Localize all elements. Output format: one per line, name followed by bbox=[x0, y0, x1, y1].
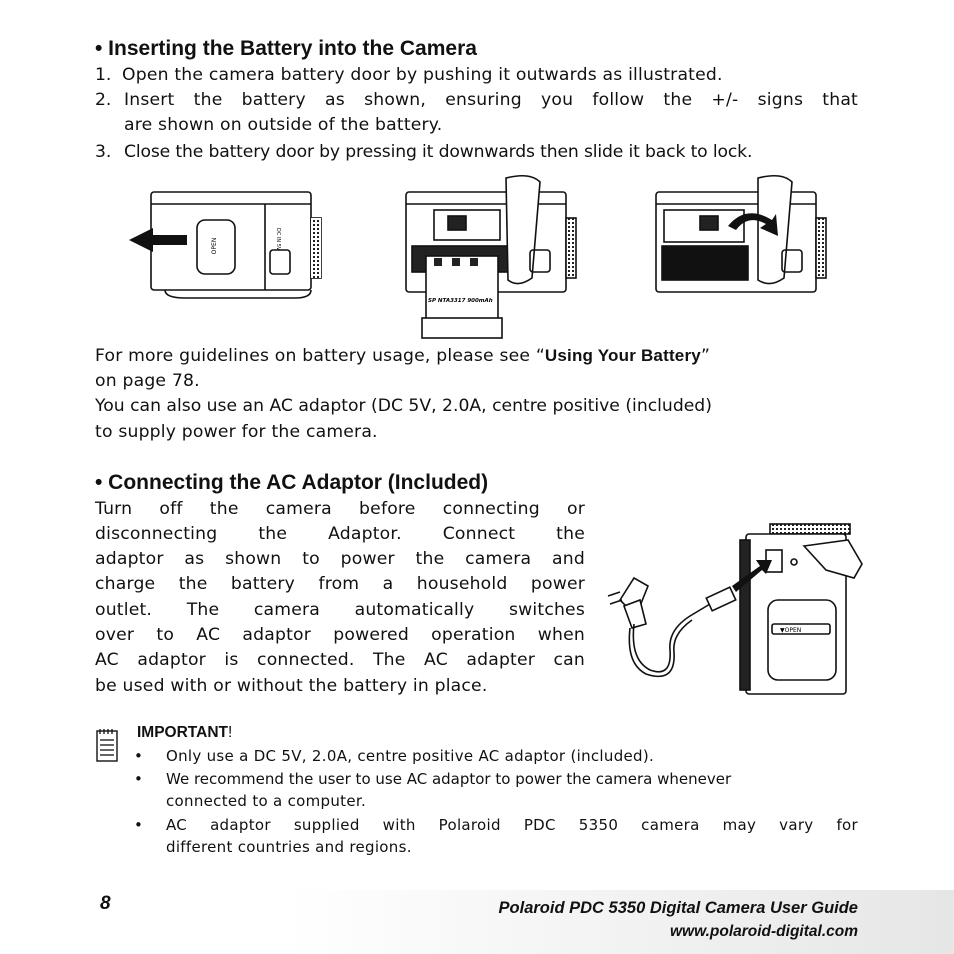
step-text: Insert the battery as shown, ensuring you follow the +/- signs that bbox=[124, 90, 858, 110]
important-bullet: AC adaptor supplied with Polaroid PDC 5350 camera may vary for bbox=[166, 816, 858, 834]
important-bullet: Only use a DC 5V, 2.0A, centre positive AC adaptor (included). bbox=[166, 747, 655, 765]
battery-label: SP NTA3317 900mAh bbox=[428, 298, 493, 304]
figure-insert-battery bbox=[400, 170, 580, 340]
section-heading-battery: • Inserting the Battery into the Camera bbox=[95, 37, 477, 60]
figure-ac-adaptor bbox=[600, 520, 865, 700]
guidelines-line: You can also use an AC adaptor (DC 5V, 2.0A, centre positive (included) bbox=[95, 396, 712, 416]
ac-text-line: be used with or without the battery in place. bbox=[95, 676, 488, 696]
bullet-icon: • bbox=[134, 747, 143, 765]
step-text: Open the camera battery door by pushing it outwards as illustrated. bbox=[122, 65, 723, 85]
figure-open-battery-door bbox=[125, 188, 330, 300]
important-bullet-cont: different countries and regions. bbox=[166, 838, 412, 856]
step-number: 3. bbox=[95, 142, 112, 162]
guidelines-line: to supply power for the camera. bbox=[95, 422, 378, 442]
wheel-pattern-icon bbox=[311, 218, 321, 278]
bullet-icon: • bbox=[134, 770, 143, 788]
footer-url: www.polaroid-digital.com bbox=[669, 923, 858, 940]
ac-text-line: disconnecting the Adaptor. Connect the bbox=[95, 524, 585, 544]
ac-text-line: charge the battery from a household power bbox=[95, 574, 585, 594]
section-heading-ac-adaptor: • Connecting the AC Adaptor (Included) bbox=[95, 471, 489, 494]
guidelines-line: For more guidelines on battery usage, please see “Using Your Battery” bbox=[95, 346, 711, 366]
ac-text-line: outlet. The camera automatically switches bbox=[95, 600, 585, 620]
open-label-ac: ▼OPEN bbox=[780, 627, 802, 634]
open-label: OPEN bbox=[211, 237, 218, 255]
link-using-your-battery: Using Your Battery bbox=[544, 346, 701, 365]
ac-text-line: Turn off the camera before connecting or bbox=[95, 499, 585, 519]
bullet-icon: • bbox=[134, 816, 143, 834]
ac-text-line: over to AC adaptor powered operation when bbox=[95, 625, 585, 645]
step-number: 2. bbox=[95, 90, 112, 110]
figure-close-battery-door bbox=[650, 170, 830, 305]
step-text: Close the battery door by pressing it downwards then slide it back to lock. bbox=[124, 142, 753, 162]
step-number: 1. bbox=[95, 65, 112, 85]
ac-text-line: adaptor as shown to power the camera and bbox=[95, 549, 585, 569]
important-title: IMPORTANT! bbox=[137, 724, 233, 741]
ac-text-line: AC adaptor is connected. The AC adapter can bbox=[95, 650, 585, 670]
notepad-icon bbox=[96, 728, 118, 762]
footer-guide-title: Polaroid PDC 5350 Digital Camera User Guide bbox=[498, 899, 858, 917]
page-number: 8 bbox=[100, 893, 111, 914]
important-bullet-cont: connected to a computer. bbox=[166, 792, 367, 810]
step-text-cont: are shown on outside of the battery. bbox=[124, 115, 443, 135]
important-bullet: We recommend the user to use AC adaptor to power the camera whenever bbox=[166, 770, 732, 788]
guidelines-line: on page 78. bbox=[95, 371, 200, 391]
svg-text:DC IN 5V: DC IN 5V bbox=[275, 228, 281, 251]
